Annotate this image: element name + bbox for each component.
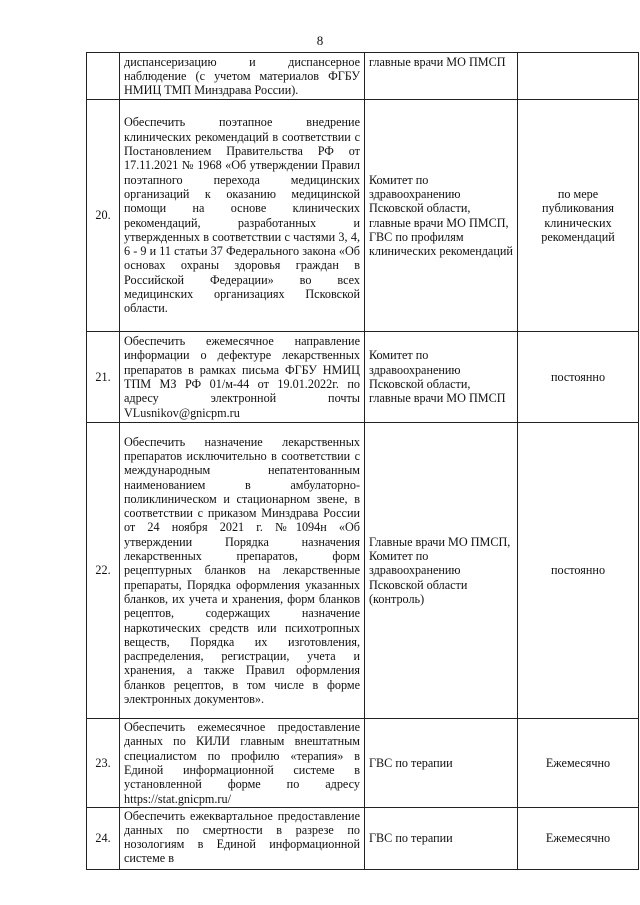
task-cell: Обеспечить назначение лекарственных препаратов исключительно в соответствии с международным непатентованным наименованием в амбулаторно-поликлиническом и стационарном звене, в соответствии с приказом Минздрава России от 24 ноября 2021 г. №1094н «Об утверждении Порядка назначения лекарственных препаратов, форм рецептурных бланков на лекарственные препараты, Порядка оформления указанных бланков, их учета и хранения, форм бланков рецептов, содержащих назначение наркотических средств или психотропных веществ, Порядка их изготовления, распределения, регистрации, учета и хранения, а также Правил оформления бланков рецептов, в том числе в форме электронных документов». bbox=[120, 423, 365, 719]
task-text: Обеспечить ежеквартальное предоставление данных по смертности в разрезе по нозологиям в Единой информационной системе в bbox=[124, 808, 360, 866]
responsible-cell: Комитет по здравоохранению Псковской области, главные врачи МО ПМСП, ГВС по профилям клинических рекомендаций bbox=[365, 100, 518, 332]
deadline-cell: Ежемесячно bbox=[518, 808, 639, 870]
row-number: 21. bbox=[87, 332, 120, 423]
deadline-cell: по мере публикования клинических рекомендаций bbox=[518, 100, 639, 332]
table-row bbox=[87, 719, 639, 808]
deadline-cell bbox=[518, 53, 639, 100]
responsible-cell: Комитет по здравоохранению Псковской области, главные врачи МО ПМСП bbox=[365, 332, 518, 423]
row-number: 22. bbox=[87, 423, 120, 719]
deadline-cell: Ежемесячно bbox=[518, 719, 639, 808]
table-row bbox=[87, 53, 639, 100]
responsible-cell: главные врачи МО ПМСП bbox=[365, 53, 518, 100]
deadline-cell: постоянно bbox=[518, 423, 639, 719]
plan-table bbox=[86, 52, 639, 870]
task-cell: Обеспечить ежемесячное направление информации о дефектуре лекарственных препаратов в рамках письма ФГБУ НМИЦ ТПМ МЗ РФ 01/м-44 от 19.01.2022г. по адресу электронной почты VLusnikov@gnicpm.ru bbox=[120, 332, 365, 423]
row-number: 20. bbox=[87, 100, 120, 332]
table-row bbox=[87, 100, 639, 332]
row-number: 24. bbox=[87, 808, 120, 870]
task-cell: Обеспечить поэтапное внедрение клинических рекомендаций в соответствии с Постановлением Правительства РФ от 17.11.2021 № 1968 «Об утверждении Правил поэтапного перехода медицинских организаций к оказанию медицинской помощи на основе клинических рекомендаций, разработанных и утвержденных в соответствии с частями 3, 4, 6 - 9 и 11 статьи 37 Федерального закона «Об основах охраны здоровья граждан в Российской Федерации» во всех медицинских организациях Псковской области. bbox=[120, 100, 365, 332]
responsible-cell: ГВС по терапии bbox=[365, 808, 518, 870]
responsible-cell: Главные врачи МО ПМСП, Комитет по здравоохранению Псковской области (контроль) bbox=[365, 423, 518, 719]
row-number bbox=[87, 53, 120, 100]
deadline-cell: постоянно bbox=[518, 332, 639, 423]
task-cell: Обеспечить ежемесячное предоставление данных по КИЛИ главным внештатным специалистом по профилю «терапия» в Единой информационной системе в установленной форме по адресу https://stat.gnicpm.ru/ bbox=[120, 719, 365, 808]
task-cell bbox=[120, 808, 365, 870]
table-row bbox=[87, 332, 639, 423]
task-cell: диспансеризацию и диспансерное наблюдение (с учетом материалов ФГБУ НМИЦ ТМП Минздрава России). bbox=[120, 53, 365, 100]
table-row bbox=[87, 423, 639, 719]
responsible-cell: ГВС по терапии bbox=[365, 719, 518, 808]
table-row bbox=[87, 808, 639, 870]
row-number: 23. bbox=[87, 719, 120, 808]
page-number: 8 bbox=[316, 33, 324, 48]
